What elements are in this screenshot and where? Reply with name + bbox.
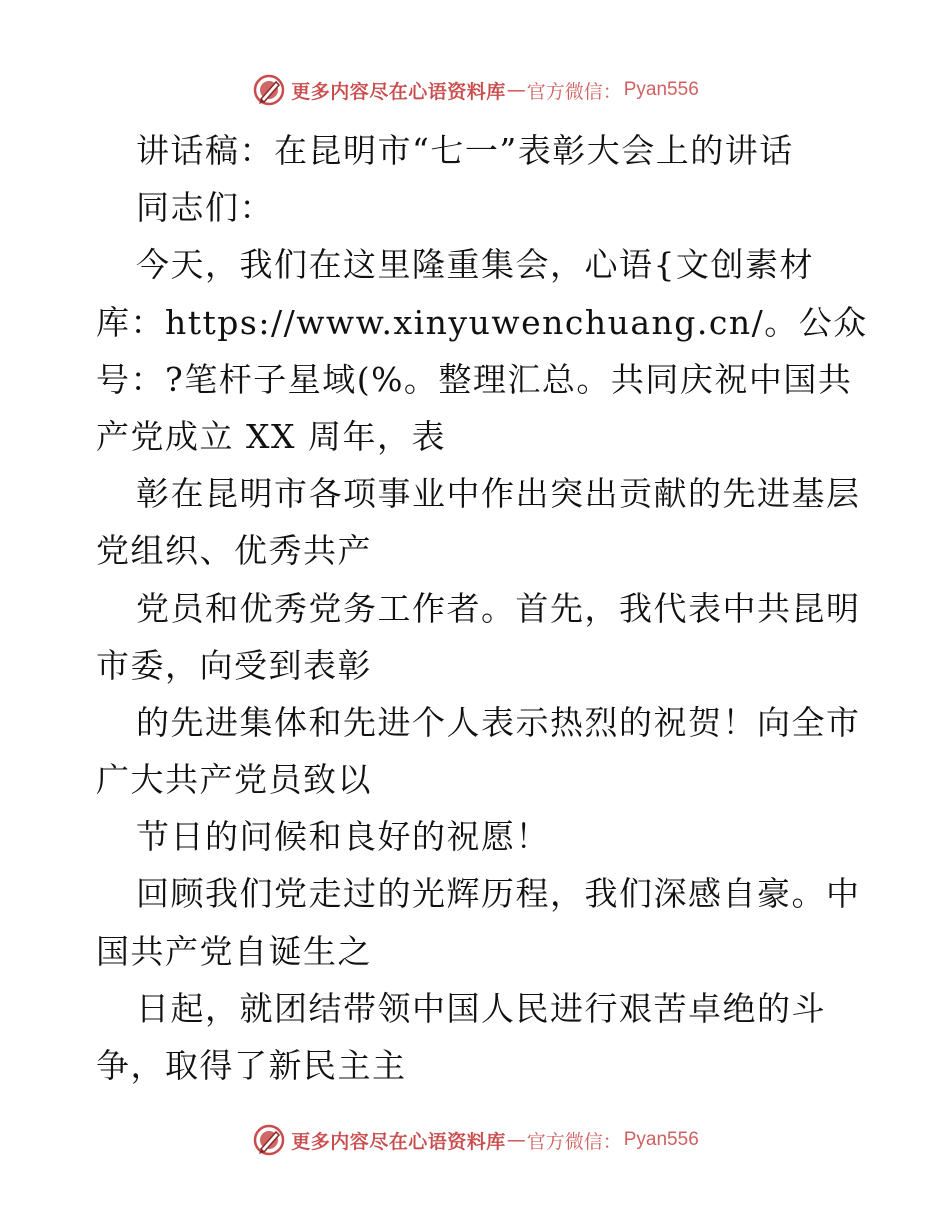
doc-line: 同志们：: [136, 188, 274, 228]
doc-line: 号：?笔杆子星域(%。整理汇总。共同庆祝中国共: [96, 359, 853, 399]
doc-line: 节日的问候和良好的祝愿！: [136, 817, 550, 857]
banner-wechat-id: Pyan556: [623, 79, 699, 100]
footer-banner-content: [251, 1122, 699, 1158]
doc-line: 今天，我们在这里隆重集会，心语{文创素材: [136, 245, 814, 285]
doc-line: 彰在昆明市各项事业中作出突出贡献的先进基层: [136, 474, 861, 514]
doc-line: 广大共产党员致以: [96, 760, 372, 800]
banner-title: 更多内容尽在心语资料库: [291, 1130, 506, 1153]
doc-line: 回顾我们党走过的光辉历程，我们深感自豪。中: [136, 874, 861, 914]
doc-line: 市委，向受到表彰: [96, 645, 372, 685]
banner-wechat-label: 官方微信：: [526, 80, 622, 103]
pen-logo-icon: [251, 72, 287, 108]
doc-line: 国共产党自诞生之: [96, 931, 372, 971]
doc-line: 党员和优秀党务工作者。首先，我代表中共昆明: [136, 588, 861, 628]
pen-logo-icon: [251, 1122, 287, 1158]
doc-line: 争，取得了新民主主: [96, 1046, 407, 1085]
header-banner-content: [251, 72, 699, 108]
header-banner: [0, 68, 950, 112]
doc-line: 党组织、优秀共产: [96, 531, 372, 571]
banner-wechat-id: Pyan556: [623, 1129, 699, 1150]
doc-line: 库：https://www.xinyuwenchuang.cn/。公众: [96, 302, 868, 342]
footer-banner: [0, 1118, 950, 1162]
banner-dash: —: [506, 1129, 526, 1151]
doc-line: 产党成立 XX 周年，表: [96, 416, 446, 456]
banner-dash: —: [506, 79, 526, 101]
banner-title: 更多内容尽在心语资料库: [291, 80, 506, 103]
document-body: [96, 122, 868, 1094]
doc-title-line: 讲话稿：在昆明市“七一”表彰大会上的讲话: [136, 131, 794, 170]
banner-wechat-label: 官方微信：: [526, 1130, 622, 1153]
doc-line: 日起，就团结带领中国人民进行艰苦卓绝的斗: [136, 988, 826, 1028]
doc-line: 的先进集体和先进个人表示热烈的祝贺！向全市: [136, 702, 861, 742]
